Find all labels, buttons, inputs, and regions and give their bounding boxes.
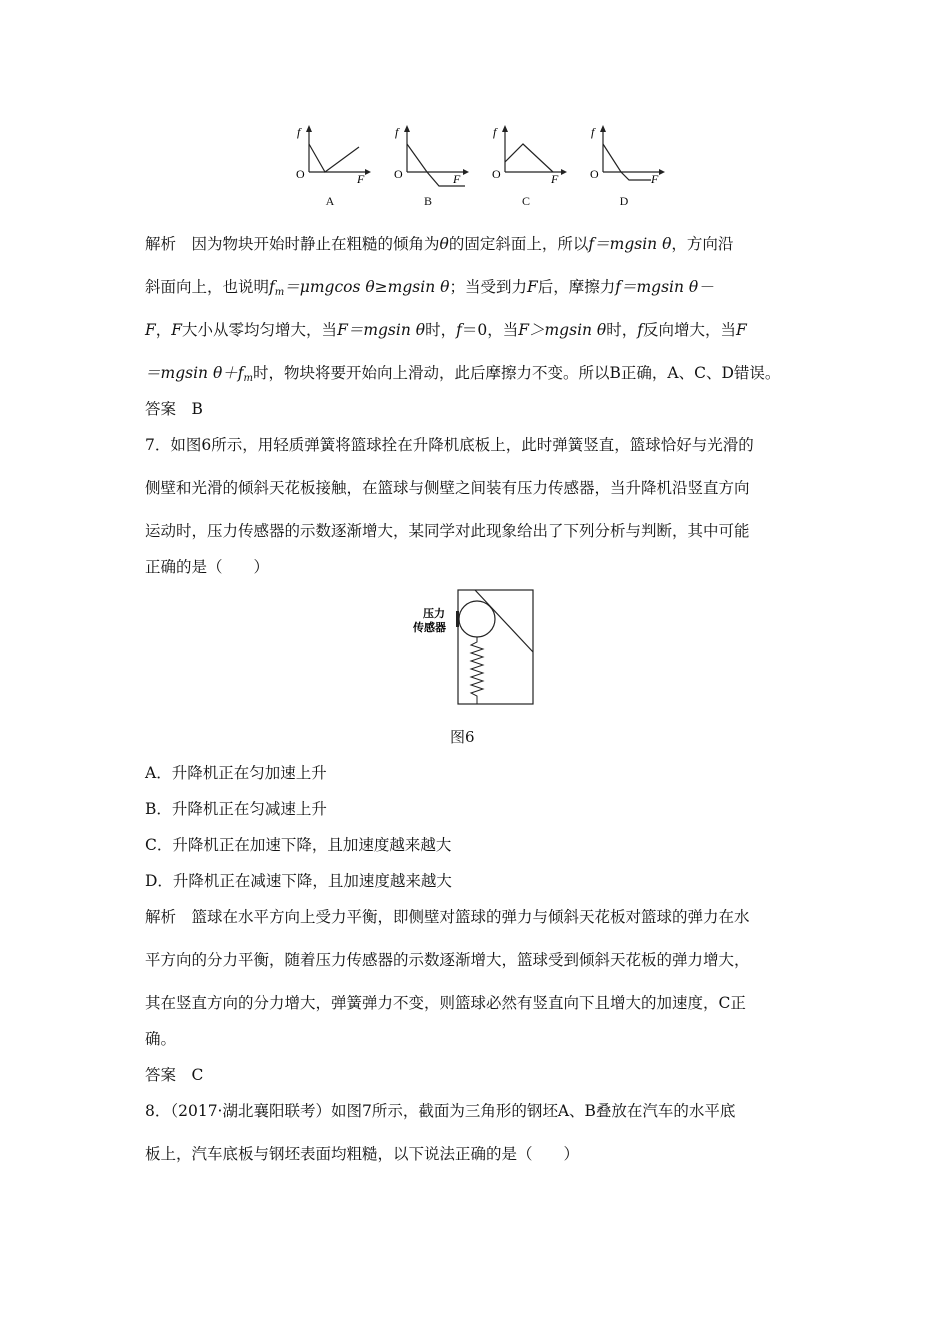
graph-c [481, 120, 571, 215]
q7-analysis-line-1: 解析 篮球在水平方向上受力平衡，即侧壁对篮球的弹力与倾斜天花板对篮球的弹力在水 [145, 908, 750, 926]
graph-label: A [325, 194, 335, 208]
origin-label: O [590, 167, 599, 181]
x-axis-label: F [551, 172, 559, 186]
x-axis-label: F [453, 172, 461, 186]
figure-caption: 图6 [450, 728, 475, 746]
q7-option-a: A．升降机正在匀加速上升 [145, 764, 327, 782]
q6-analysis-line-2: 斜面向上，也说明$f_m=\mu mgcos$ θ≥mgsin θ；当受到力F后，摩擦力f＝mgsin θ－ [145, 278, 714, 298]
q8-stem-line-2: 板上，汽车底板与钢坯表面均粗糙，以下说法正确的是（ ） [145, 1145, 580, 1163]
q8-stem-line-1: 8．（2017·湖北襄阳联考）如图7所示，截面为三角形的钢坯A、B叠放在汽车的水平底 [145, 1102, 736, 1120]
fig-label-line-2: 传感器 [413, 621, 446, 634]
figure-6 [405, 587, 535, 707]
q7-analysis-line-2: 平方向的分力平衡，随着压力传感器的示数逐渐增大，篮球受到倾斜天花板的弹力增大， [145, 951, 750, 969]
q7-stem-line-4: 正确的是（ ） [145, 558, 270, 576]
q7-option-b: B．升降机正在匀减速上升 [145, 800, 327, 818]
friction-graphs [285, 120, 675, 215]
y-axis-label: f [297, 125, 301, 139]
q6-answer: 答案 B [145, 400, 203, 418]
q7-stem-line-3: 运动时，压力传感器的示数逐渐增大，某同学对此现象给出了下列分析与判断，其中可能 [145, 522, 750, 540]
y-axis-label: f [591, 125, 595, 139]
graph-b [383, 120, 473, 215]
graph-d [579, 120, 669, 215]
graph-label: B [423, 194, 432, 208]
q7-stem-line-2: 侧壁和光滑的倾斜天花板接触，在篮球与侧壁之间装有压力传感器，当升降机沿竖直方向 [145, 479, 750, 497]
x-axis-label: F [357, 172, 365, 186]
graph-a [285, 120, 375, 215]
graph-label: D [619, 194, 629, 208]
q6-analysis-line-4: ＝mgsin $\theta+f_m$时，物块将要开始向上滑动，此后摩擦力不变。所以B正确，A、C、D错误。 [145, 364, 781, 384]
q7-analysis-line-4: 确。 [145, 1030, 177, 1048]
q7-stem-line-1: 7．如图6所示，用轻质弹簧将篮球拴在升降机底板上，此时弹簧竖直，篮球恰好与光滑的 [145, 436, 754, 454]
q6-analysis-line-1: 解析 因为物块开始时静止在粗糙的倾角为θ的固定斜面上，所以f＝mgsin θ，方向沿 [145, 235, 734, 253]
fig-label-line-1: 压力 [423, 607, 445, 620]
x-axis-label: F [651, 172, 659, 186]
q7-option-d: D．升降机正在减速下降，且加速度越来越大 [145, 872, 452, 890]
origin-label: O [492, 167, 501, 181]
y-axis-label: f [493, 125, 497, 139]
q6-analysis-line-3: F，F大小从零均匀增大，当F＝mgsin θ时，f＝0，当F＞mgsin θ时，f反向增大，当F [145, 321, 747, 339]
q7-analysis-line-3: 其在竖直方向的分力增大，弹簧弹力不变，则篮球必然有竖直向下且增大的加速度，C正 [145, 994, 746, 1012]
graph-label: C [521, 194, 530, 208]
origin-label: O [296, 167, 305, 181]
origin-label: O [394, 167, 403, 181]
q7-answer: 答案 C [145, 1066, 204, 1084]
y-axis-label: f [395, 125, 399, 139]
q7-option-c: C．升降机正在加速下降，且加速度越来越大 [145, 836, 452, 854]
